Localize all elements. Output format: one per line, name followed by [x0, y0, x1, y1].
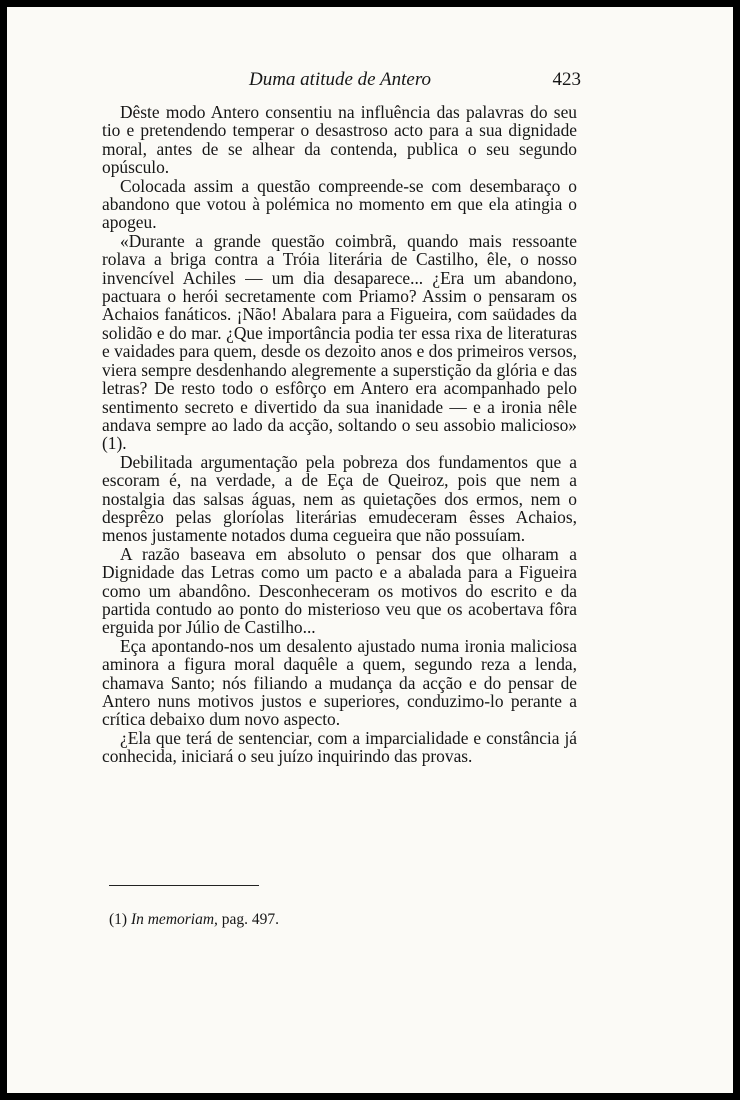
paragraph: A razão baseava em absoluto o pensar dos que olharam a Dignidade das Letras como um pacto e a abalada para a Figueira como um abandôno. Desconheceram os motivos do escrito e da partida contudo ao ponto do misterioso veu que os acobertava fôra erguida por Júlio de Castilho...	[102, 543, 577, 638]
footnote-marker: (1)	[109, 911, 128, 928]
paragraph: Dêste modo Antero consentiu na influência das palavras do seu tio e pretendendo temperar o desastroso acto para a sua dignidade moral, antes de se alhear da contenda, publica o seu segundo opúsculo.	[102, 102, 577, 178]
body-text	[102, 103, 577, 766]
paragraph: ¿Ela que terá de sentenciar, com a imparcialidade e constância já conhecida, iniciará o seu juízo inquirindo das provas.	[102, 727, 577, 767]
paragraph: «Durante a grande questão coimbrã, quando mais ressoante rolava a briga contra a Tróia literária de Castilho, êle, o nosso invencível Achiles — um dia desaparece... ¿Era um abandono, pactuara o herói secretamente com Priamo? Assim o pensaram os Achaios fanáticos. ¡Não! Abalara para a Figueira, com saüdades da solidão e do mar. ¿Que importância podia ter essa rixa de literaturas e vaidades para quem, desde os dezoito anos e dos primeiros versos, viera sempre desdenhando alegremente a superstição da glória e das letras? De resto todo o esfôrço em Antero era acompanhado pelo sentimento secreto e divertido da sua inanidade — e a ironia nêle andava sempre ao lado da acção, soltando o seu assobio malicioso» (1).	[102, 230, 577, 454]
page-header	[7, 69, 733, 93]
footnote-reference: pag. 497.	[221, 911, 280, 928]
footnote-divider	[109, 885, 259, 886]
footnote	[109, 911, 279, 929]
paragraph: Eça apontando-nos um desalento ajustado numa ironia maliciosa aminora a figura moral daquêle a quem, segundo reza a lenda, chamava Santo; nós filiando a mudança da acção e do pensar de Antero nuns motivos justos e superiores, conduzimo-lo perante a crítica debaixo dum novo aspecto.	[102, 635, 577, 730]
book-page	[7, 7, 733, 1093]
footnote-title: In memoriam,	[130, 911, 218, 928]
running-title: Duma atitude de Antero	[248, 69, 432, 90]
paragraph: Colocada assim a questão compreende-se com desembaraço o abandono que votou à polémica no momento em que ela atingia o apogeu.	[102, 175, 577, 233]
paragraph: Debilitada argumentação pela pobreza dos fundamentos que a escoram é, na verdade, a de Eça de Queiroz, pois que nem a nostalgia das salsas águas, nem as quietações dos ermos, nem o desprêzo pelas gloríolas literárias emudeceram êsses Achaios, menos justamente notados duma cegueira que não possuíam.	[102, 451, 577, 546]
page-number: 423	[552, 69, 581, 90]
